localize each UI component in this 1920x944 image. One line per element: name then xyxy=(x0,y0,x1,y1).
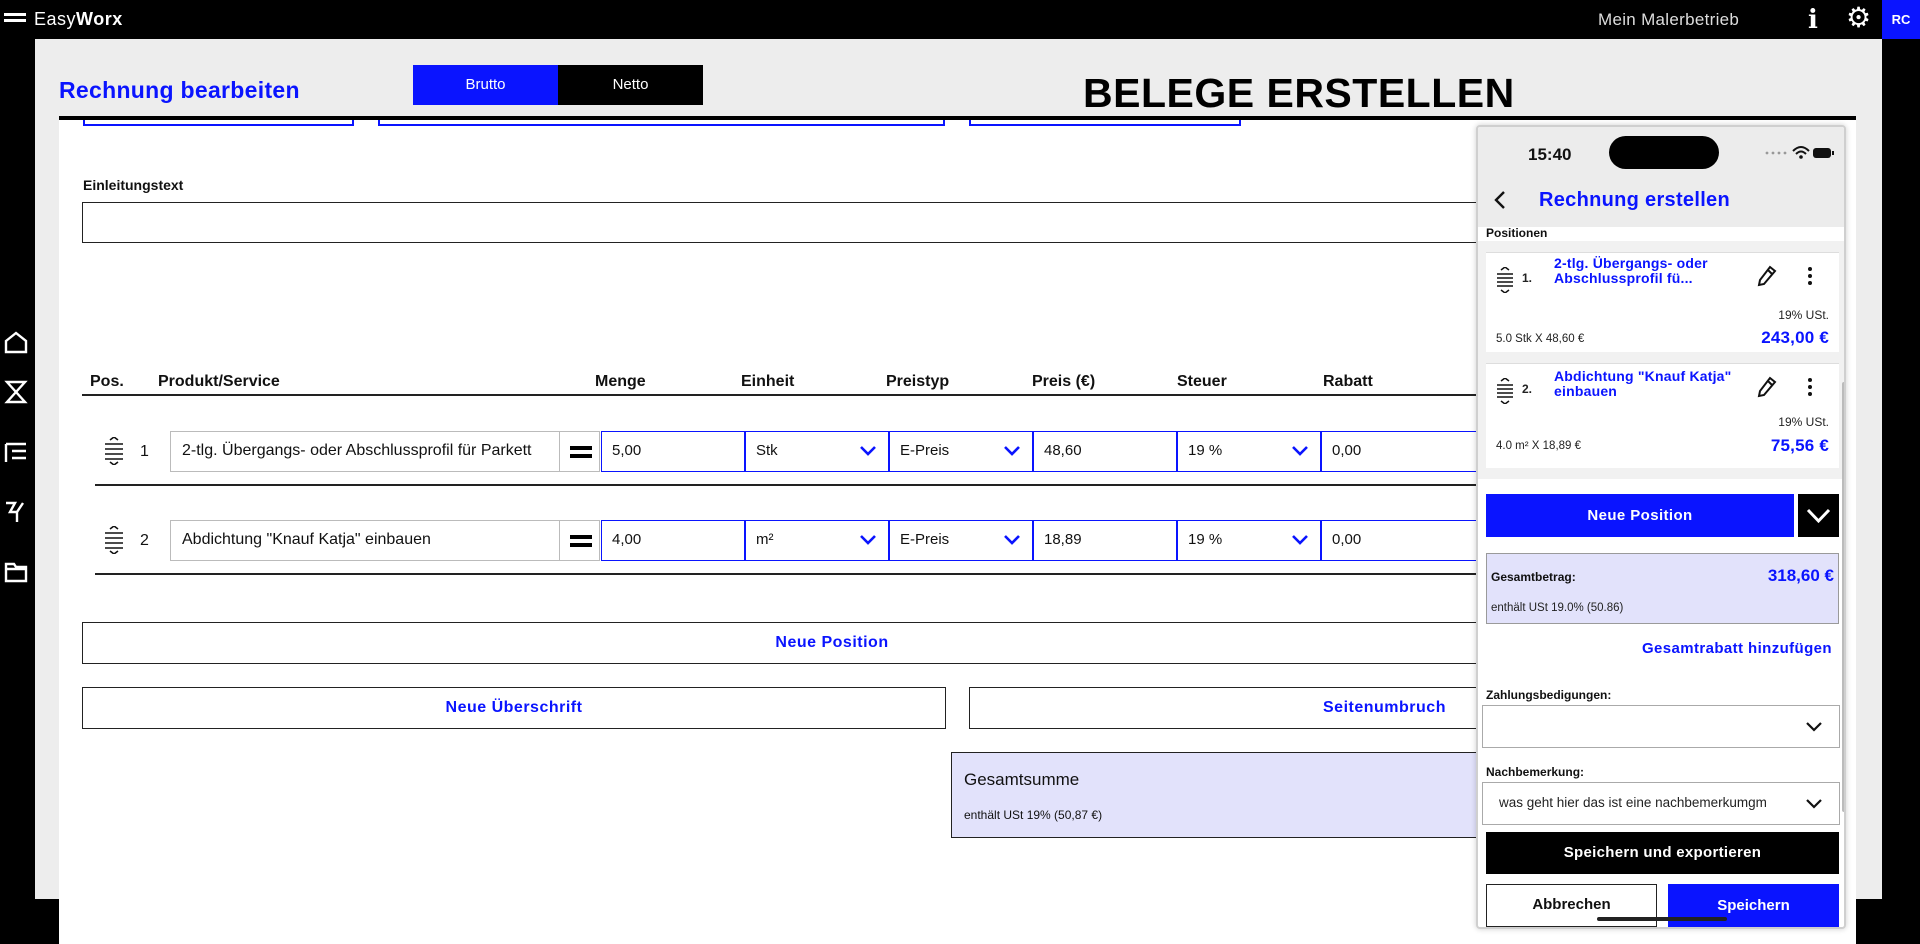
position-quantity: 4.0 m² X 18,89 € xyxy=(1496,440,1582,452)
col-header-unit: Einheit xyxy=(741,373,795,390)
product-name-field[interactable]: 2-tlg. Übergangs- oder Abschlussprofil für Parkett xyxy=(170,431,560,472)
chevron-down-icon xyxy=(858,441,878,461)
col-header-price: Preis (€) xyxy=(1032,373,1096,390)
menu-icon[interactable] xyxy=(4,13,26,27)
col-header-product: Produkt/Service xyxy=(158,373,280,390)
hourglass-icon[interactable] xyxy=(3,379,29,405)
field-stub[interactable] xyxy=(969,120,1241,126)
chevron-down-icon xyxy=(858,530,878,550)
quantity-field[interactable]: 4,00 xyxy=(601,520,745,561)
page-break-button[interactable]: Seitenumbruch xyxy=(969,687,1582,729)
gear-icon[interactable]: ⚙ xyxy=(1846,2,1872,33)
new-position-button[interactable]: Neue Position xyxy=(82,622,1582,664)
price-field[interactable]: 48,60 xyxy=(1033,431,1177,472)
dynamic-island xyxy=(1609,136,1719,169)
position-index: 1. xyxy=(1522,271,1533,285)
table-header-divider xyxy=(82,394,1582,396)
price-field[interactable]: 18,89 xyxy=(1033,520,1177,561)
field-stub[interactable] xyxy=(378,120,945,126)
chevron-down-icon xyxy=(1798,494,1839,537)
scrollbar[interactable] xyxy=(1842,382,1846,812)
new-heading-button[interactable]: Neue Überschrift xyxy=(82,687,946,729)
equals-icon[interactable] xyxy=(560,520,600,561)
position-tax: 19% USt. xyxy=(1778,415,1829,429)
intro-text-label: Einleitungstext xyxy=(83,177,184,193)
total-summary xyxy=(951,752,1481,838)
phone-total-vat: enthält USt 19.0% (50.86) xyxy=(1491,602,1624,614)
folder-icon[interactable] xyxy=(3,559,29,585)
status-icons xyxy=(1763,143,1835,163)
payment-terms-label: Zahlungsbedigungen: xyxy=(1486,688,1612,702)
more-options-icon[interactable] xyxy=(1806,265,1814,287)
price-type-value: E-Preis xyxy=(900,442,950,459)
list-icon[interactable] xyxy=(3,439,29,465)
pencil-icon[interactable] xyxy=(1757,265,1777,287)
product-name-field[interactable]: Abdichtung "Knauf Katja" einbauen xyxy=(170,520,560,561)
col-header-tax: Steuer xyxy=(1177,373,1227,390)
phone-total-label: Gesamtbetrag: xyxy=(1491,570,1576,584)
col-header-quantity: Menge xyxy=(595,373,646,390)
payment-terms-select[interactable] xyxy=(1482,705,1840,748)
logo-bold: Worx xyxy=(76,9,123,29)
chevron-down-icon xyxy=(1805,795,1823,813)
positions-label: Positionen xyxy=(1486,226,1548,240)
row-divider xyxy=(95,484,1582,486)
new-position-options-button[interactable] xyxy=(1798,494,1839,537)
quantity-field[interactable]: 5,00 xyxy=(601,431,745,472)
drag-handle-icon[interactable] xyxy=(1496,378,1514,404)
price-type-select[interactable] xyxy=(889,520,1033,561)
drag-handle-icon[interactable] xyxy=(1496,267,1514,293)
price-type-value: E-Preis xyxy=(900,531,950,548)
row-position: 1 xyxy=(140,443,149,460)
headline: BELEGE ERSTELLEN xyxy=(1083,70,1515,116)
col-header-pos: Pos. xyxy=(90,373,124,390)
phone-title: Rechnung erstellen xyxy=(1539,189,1730,211)
avatar[interactable]: RC xyxy=(1882,0,1920,39)
top-bar xyxy=(0,0,1920,39)
position-name: 2-tlg. Übergangs- oder Abschlussprofil fü... xyxy=(1554,255,1708,286)
left-rail xyxy=(0,39,35,944)
save-button[interactable]: Speichern xyxy=(1668,884,1839,927)
field-stub[interactable] xyxy=(83,120,354,126)
unit-select[interactable] xyxy=(745,431,889,472)
unit-value: Stk xyxy=(756,442,778,459)
chevron-down-icon xyxy=(1002,530,1022,550)
total-label: Gesamtsumme xyxy=(964,770,1080,789)
pencil-icon[interactable] xyxy=(1757,376,1777,398)
back-arrow-icon[interactable] xyxy=(1492,189,1510,211)
tax-select[interactable] xyxy=(1177,431,1321,472)
discount-field[interactable]: 0,00 xyxy=(1321,431,1481,472)
phone-time: 15:40 xyxy=(1528,145,1572,164)
drag-handle-icon[interactable] xyxy=(104,437,124,465)
home-indicator xyxy=(1597,917,1727,921)
position-price: 75,56 € xyxy=(1770,436,1829,455)
note-value: was geht hier das ist eine nachbemerkumgm xyxy=(1499,795,1767,810)
tax-select[interactable] xyxy=(1177,520,1321,561)
col-header-price-type: Preistyp xyxy=(886,373,950,390)
tax-value: 19 % xyxy=(1188,442,1223,459)
row-position: 2 xyxy=(140,532,149,549)
note-select[interactable] xyxy=(1482,782,1840,825)
phone-new-position-button[interactable]: Neue Position xyxy=(1486,494,1794,537)
position-card[interactable] xyxy=(1486,252,1839,352)
cancel-button[interactable]: Abbrechen xyxy=(1486,884,1657,927)
note-label: Nachbemerkung: xyxy=(1486,765,1585,779)
add-discount-link[interactable]: Gesamtrabatt hinzufügen xyxy=(1641,640,1832,657)
intro-text-field[interactable] xyxy=(82,202,1582,243)
more-options-icon[interactable] xyxy=(1806,376,1814,398)
chevron-down-icon xyxy=(1805,718,1823,736)
discount-field[interactable]: 0,00 xyxy=(1321,520,1481,561)
total-vat-note: enthält USt 19% (50,87 €) xyxy=(964,808,1103,822)
position-index: 2. xyxy=(1522,382,1533,396)
phone-total-box xyxy=(1486,553,1839,624)
position-name: Abdichtung "Knauf Katja" einbauen xyxy=(1554,368,1732,399)
equals-icon[interactable] xyxy=(560,431,600,472)
logo-prefix: Easy xyxy=(34,9,77,29)
unit-select[interactable] xyxy=(745,520,889,561)
chevron-down-icon xyxy=(1290,441,1310,461)
sigma-icon[interactable] xyxy=(3,499,29,525)
phone-preview xyxy=(1476,125,1846,929)
tax-value: 19 % xyxy=(1188,531,1223,548)
company-name[interactable]: Mein Malerbetrieb xyxy=(1598,10,1740,29)
gross-net-toggle[interactable] xyxy=(413,65,703,105)
phone-total-value: 318,60 € xyxy=(1767,566,1834,585)
position-price: 243,00 € xyxy=(1761,328,1829,347)
price-type-select[interactable] xyxy=(889,431,1033,472)
toggle-netto[interactable]: Netto xyxy=(558,65,703,105)
toggle-brutto[interactable]: Brutto xyxy=(413,65,558,105)
drag-handle-icon[interactable] xyxy=(104,526,124,554)
right-strip xyxy=(1882,39,1920,944)
save-and-export-button[interactable]: Speichern und exportieren xyxy=(1486,832,1839,874)
chevron-down-icon xyxy=(1002,441,1022,461)
position-quantity: 5.0 Stk X 48,60 € xyxy=(1496,333,1585,345)
position-card[interactable] xyxy=(1486,363,1839,468)
home-icon[interactable] xyxy=(3,329,29,355)
row-divider xyxy=(95,573,1582,575)
app-logo[interactable] xyxy=(34,9,123,30)
position-tax: 19% USt. xyxy=(1778,308,1829,322)
unit-value: m² xyxy=(756,531,774,548)
chevron-down-icon xyxy=(1290,530,1310,550)
col-header-discount: Rabatt xyxy=(1323,373,1373,390)
info-icon[interactable]: i xyxy=(1808,5,1818,35)
page-title: Rechnung bearbeiten xyxy=(59,77,300,103)
